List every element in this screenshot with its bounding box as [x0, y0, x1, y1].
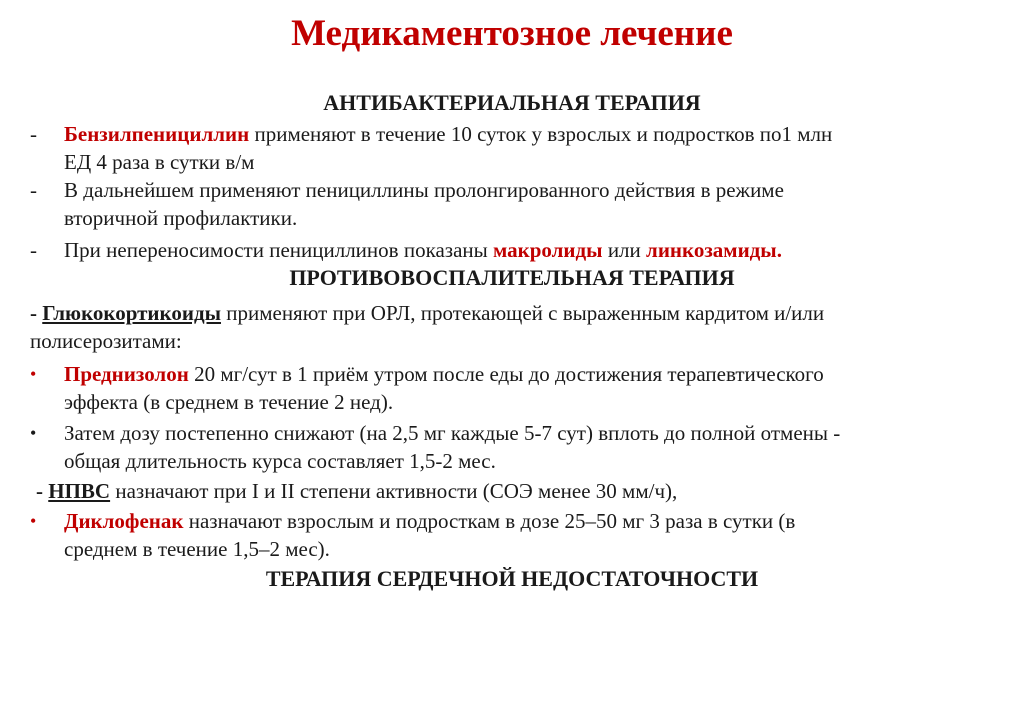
list-marker: - — [30, 178, 37, 202]
list-item — [64, 121, 832, 147]
heading-heart-failure: ТЕРАПИЯ СЕРДЕЧНОЙ НЕДОСТАТОЧНОСТИ — [265, 566, 759, 591]
bullet-marker: • — [30, 511, 37, 531]
drug-name: макролиды — [492, 238, 603, 262]
list-marker: - — [30, 301, 43, 325]
list-marker: - — [36, 479, 49, 503]
item-text-continued: ЕД 4 раза в сутки в/м — [64, 150, 255, 174]
drug-name: линкозамиды. — [646, 238, 782, 262]
list-item: Затем дозу постепенно снижают (на 2,5 мг каждые 5-7 сут) вплоть до полной отмены - — [64, 421, 841, 445]
item-text: При непереносимости пенициллинов показаны — [64, 238, 493, 262]
list-item — [64, 508, 795, 534]
list-marker: - — [30, 122, 37, 146]
list-item — [36, 478, 677, 504]
item-text: или — [602, 238, 647, 262]
list-item — [64, 237, 782, 263]
bullet-marker: • — [30, 364, 37, 384]
item-text: 20 мг/сут в 1 приём утром после еды до достижения терапевтического — [188, 362, 824, 386]
heading-antibacterial: АНТИБАКТЕРИАЛЬНАЯ ТЕРАПИЯ — [323, 90, 701, 115]
item-text-continued: вторичной профилактики. — [64, 206, 298, 230]
item-text: назначают взрослым и подросткам в дозе 25–50 мг 3 раза в сутки (в — [183, 509, 796, 533]
list-item: В дальнейшем применяют пенициллины пролонгированного действия в режиме — [64, 178, 784, 202]
item-text-continued: полисерозитами: — [30, 329, 182, 353]
list-item — [64, 361, 824, 387]
list-item — [30, 300, 824, 326]
heading-antiinflammatory: ПРОТИВОВОСПАЛИТЕЛЬНАЯ ТЕРАПИЯ — [289, 265, 735, 290]
drug-name: НПВС — [48, 479, 111, 503]
drug-name: Бензилпенициллин — [64, 122, 250, 146]
item-text-continued: общая длительность курса составляет 1,5-2 мес. — [64, 449, 496, 473]
drug-name: Глюкокортикоиды — [42, 301, 221, 325]
drug-name: Преднизолон — [64, 362, 189, 386]
bullet-marker: • — [30, 423, 37, 443]
item-text: применяют при ОРЛ, протекающей с выраженным кардитом и/или — [220, 301, 825, 325]
slide-title: Медикаментозное лечение — [291, 13, 733, 54]
item-text: применяют в течение 10 суток у взрослых и подростков по1 млн — [249, 122, 833, 146]
item-text-continued: среднем в течение 1,5–2 мес). — [64, 537, 330, 561]
item-text: назначают при I и II степени активности (СОЭ менее 30 мм/ч), — [110, 479, 678, 503]
list-marker: - — [30, 238, 37, 262]
item-text-continued: эффекта (в среднем в течение 2 нед). — [64, 390, 394, 414]
drug-name: Диклофенак — [64, 509, 184, 533]
